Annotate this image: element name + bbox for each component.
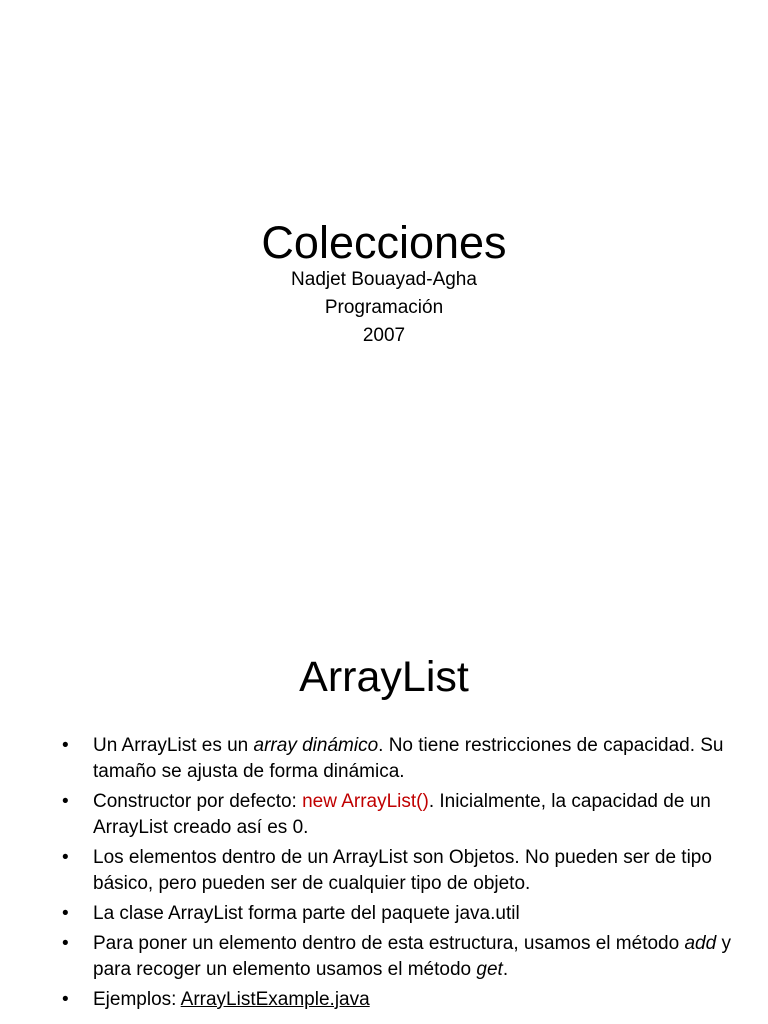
bullet-icon: • [62,933,69,954]
bullet-text: Constructor por defecto: [93,791,303,812]
bullet-icon: • [62,847,69,868]
bullet-item-2 [62,789,738,841]
emphasis-text: array dinámico [253,735,379,756]
slide-title-heading: Colecciones [261,217,507,268]
bullet-text: y para recoger un elemento usamos el método [93,933,731,980]
bullet-item-5 [62,931,738,983]
bullet-item-4 [62,901,738,927]
bullet-text: Para poner un elemento dentro de esta estructura, usamos el método [93,933,685,954]
bullet-text: Los elementos dentro de un ArrayList son Objetos. No pueden ser de tipo básico, pero pueden ser de cualquier tipo de objeto. [93,847,712,894]
code-highlight: new ArrayList() [302,791,429,812]
bullet-icon: • [62,735,69,756]
course-name: Programación [324,297,444,318]
bullet-item-1 [62,733,738,785]
bullet-item-6 [62,987,738,1013]
bullet-item-3 [62,845,738,897]
author-name: Nadjet Bouayad-Agha [291,269,477,290]
bullet-text: . Inicialmente, la capacidad de un ArrayList creado así es 0. [93,791,711,838]
year: 2007 [362,325,406,346]
bullet-list [62,733,738,1017]
slide-arraylist [0,512,768,1024]
bullet-icon: • [62,903,69,924]
bullet-text: . No tiene restricciones de capacidad. Su tamaño se ajusta de forma dinámica. [93,735,724,782]
bullet-text: La clase ArrayList forma parte del paquete java.util [93,903,520,924]
emphasis-text: add [684,933,717,954]
bullet-icon: • [62,791,69,812]
bullet-icon: • [62,989,69,1010]
bullet-text: Ejemplos: [93,989,181,1010]
bullet-text: Un ArrayList es un [93,735,254,756]
emphasis-text: get [476,959,503,980]
slide-arraylist-heading: ArrayList [299,653,469,701]
bullet-text: . [502,959,509,980]
example-file-link[interactable]: ArrayListExample.java [180,989,370,1010]
